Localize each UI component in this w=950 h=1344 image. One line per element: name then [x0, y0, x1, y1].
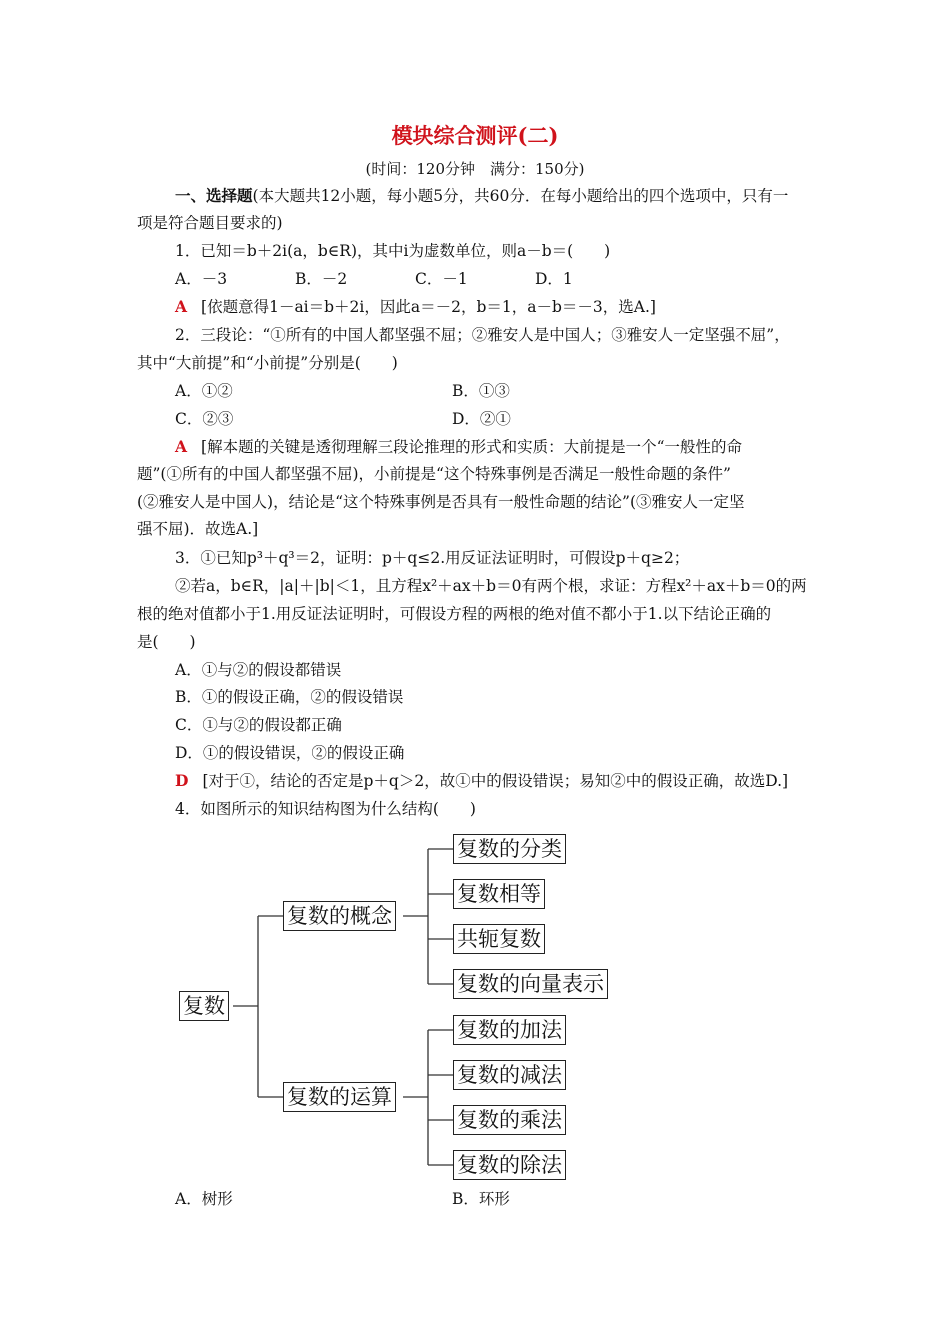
question-4-stem: 4．如图所示的知识结构图为什么结构( ): [175, 800, 476, 818]
q2-option-d: D．②①: [452, 410, 511, 428]
question-2-stem: 其中“大前提”和“小前提”分别是( ): [137, 354, 398, 372]
q1-answer: A: [175, 297, 188, 316]
q3-option-d: D．①的假设错误，②的假设正确: [175, 744, 405, 762]
question-3-stem: 根的绝对值都小于1.用反证法证明时，可假设方程的两根的绝对值不都小于1.以下结论正确的: [137, 605, 772, 623]
diagram-branch-node: 复数的概念: [283, 901, 396, 931]
q2-option-c: C．②③: [175, 410, 234, 428]
diagram-leaf-node: 复数的除法: [453, 1150, 566, 1180]
q3-option-c: C．①与②的假设都正确: [175, 716, 342, 734]
exam-info: (时间：120分钟 满分：150分): [365, 160, 585, 178]
diagram-leaf-node: 共轭复数: [453, 924, 545, 954]
question-2-stem: 2．三段论：“①所有的中国人都坚强不屈；②雅安人是中国人；③雅安人一定坚强不屈”，: [175, 326, 790, 344]
q1-option-b: B．－2: [295, 270, 348, 288]
q2-answer: A: [175, 437, 188, 456]
q1-option-d: D．1: [535, 270, 573, 288]
diagram-leaf-node: 复数相等: [453, 879, 545, 909]
page-title: 模块综合测评(二): [391, 123, 559, 148]
q3-answer: D: [175, 771, 189, 790]
diagram-leaf-node: 复数的分类: [453, 834, 566, 864]
question-1-stem: 1．已知＝b＋2i(a，b∈R)，其中i为虚数单位，则a－b＝( ): [175, 242, 611, 260]
q3-explanation: [对于①，结论的否定是p＋q＞2，故①中的假设错误；易知②中的假设正确，故选D.]: [202, 772, 789, 790]
diagram-branch-node: 复数的运算: [283, 1082, 396, 1112]
question-3-stem: ②若a，b∈R，|a|＋|b|＜1，且方程x²＋ax＋b＝0有两个根，求证：方程x²＋ax＋b＝0的两: [175, 577, 807, 595]
q2-explanation: 强不屈)．故选A.]: [137, 520, 259, 538]
section-intro-line: 项是符合题目要求的): [137, 214, 283, 232]
q1-explanation: [依题意得1－ai＝b＋2i，因此a＝－2，b＝1，a－b＝－3，选A.]: [201, 298, 656, 316]
question-3-stem: 3．①已知p³＋q³＝2，证明：p＋q≤2.用反证法证明时，可假设p＋q≥2；: [175, 549, 690, 567]
q3-option-b: B．①的假设正确，②的假设错误: [175, 688, 404, 706]
section-heading: 一、选择题: [175, 186, 253, 205]
q2-explanation: 题”(①所有的中国人都坚强不屈)，小前提是“这个特殊事例是否满足一般性命题的条件”: [137, 465, 731, 483]
q1-option-a: A．－3: [175, 270, 228, 288]
q3-option-a: A．①与②的假设都错误: [175, 661, 342, 679]
diagram-root-node: 复数: [179, 991, 229, 1021]
q4-option-b: B．环形: [452, 1190, 510, 1208]
q1-option-c: C．－1: [415, 270, 468, 288]
q2-option-b: B．①③: [452, 382, 510, 400]
section-intro-text: (本大题共12小题，每小题5分，共60分．在每小题给出的四个选项中，只有一: [252, 187, 789, 205]
diagram-leaf-node: 复数的减法: [453, 1060, 566, 1090]
q2-option-a: A．①②: [175, 382, 233, 400]
q2-explanation: [解本题的关键是透彻理解三段论推理的形式和实质：大前提是一个“一般性的命: [201, 438, 743, 456]
q4-option-a: A．树形: [175, 1190, 233, 1208]
diagram-leaf-node: 复数的加法: [453, 1015, 566, 1045]
diagram-leaf-node: 复数的乘法: [453, 1105, 566, 1135]
question-3-stem: 是( ): [137, 633, 196, 651]
q2-explanation: (②雅安人是中国人)，结论是“这个特殊事例是否具有一般性命题的结论”(③雅安人一定坚: [137, 493, 745, 511]
diagram-leaf-node: 复数的向量表示: [453, 969, 608, 999]
